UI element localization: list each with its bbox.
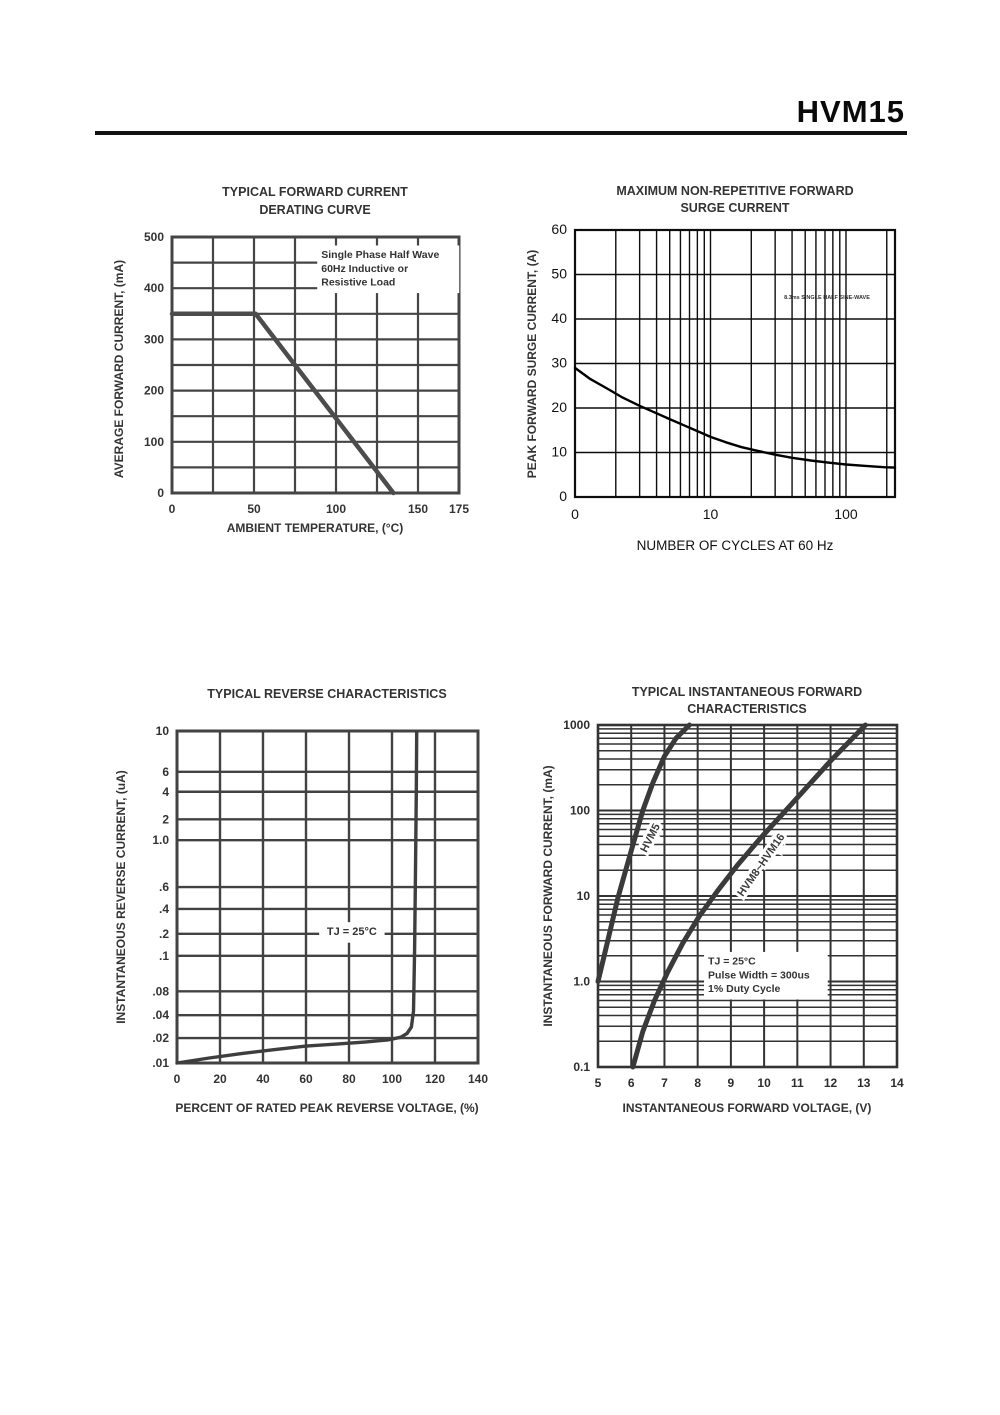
svg-text:.04: .04 (152, 1008, 169, 1023)
x-axis-label: NUMBER OF CYCLES AT 60 Hz (636, 538, 834, 553)
chart-title-line2: SURGE CURRENT (680, 201, 790, 215)
svg-text:5: 5 (594, 1076, 602, 1090)
svg-text:1% Duty Cycle: 1% Duty Cycle (708, 983, 781, 996)
chart-title-line1: MAXIMUM NON-REPETITIVE FORWARD (616, 184, 854, 198)
svg-text:20: 20 (551, 399, 567, 415)
svg-text:10: 10 (757, 1076, 771, 1090)
svg-text:500: 500 (143, 230, 164, 244)
svg-text:20: 20 (213, 1072, 227, 1086)
svg-text:60: 60 (551, 221, 567, 237)
svg-text:Resistive Load: Resistive Load (321, 276, 396, 289)
svg-text:400: 400 (143, 281, 164, 296)
y-axis-label: INSTANTANEOUS FORWARD CURRENT, (mA) (541, 765, 555, 1027)
svg-text:50: 50 (247, 502, 261, 516)
svg-text:HVM5: HVM5 (638, 821, 663, 855)
svg-text:200: 200 (143, 383, 164, 398)
svg-text:0: 0 (571, 506, 579, 522)
svg-text:140: 140 (467, 1072, 489, 1086)
svg-text:40: 40 (551, 310, 567, 326)
svg-text:13: 13 (857, 1076, 871, 1090)
plot-area (551, 221, 895, 522)
svg-text:0: 0 (157, 486, 164, 500)
svg-text:TJ = 25°C: TJ = 25°C (326, 926, 377, 939)
svg-text:100: 100 (325, 502, 347, 516)
svg-text:60: 60 (299, 1072, 313, 1086)
svg-text:0.1: 0.1 (573, 1060, 590, 1074)
svg-text:6: 6 (627, 1076, 635, 1090)
svg-text:80: 80 (342, 1072, 356, 1086)
svg-text:.1: .1 (158, 948, 169, 963)
svg-text:Pulse Width = 300us: Pulse Width = 300us (708, 969, 810, 982)
svg-text:0: 0 (173, 1072, 181, 1086)
svg-text:0: 0 (559, 488, 567, 504)
svg-text:6: 6 (162, 764, 169, 779)
plot-area (563, 718, 904, 1090)
svg-text:40: 40 (256, 1072, 270, 1086)
x-axis-label: INSTANTANEOUS FORWARD VOLTAGE, (V) (622, 1101, 872, 1115)
svg-text:2: 2 (162, 812, 169, 827)
reverse-characteristics-chart (95, 675, 525, 1140)
svg-text:60Hz Inductive or: 60Hz Inductive or (321, 262, 409, 275)
svg-text:50: 50 (551, 265, 567, 282)
svg-text:30: 30 (551, 354, 567, 371)
y-axis-label: INSTANTANEOUS REVERSE CURRENT, (uA) (114, 770, 128, 1024)
svg-text:9: 9 (727, 1076, 735, 1090)
chart-title-line2: CHARACTERISTICS (687, 702, 807, 716)
svg-text:12: 12 (823, 1076, 838, 1090)
svg-text:.6: .6 (158, 880, 169, 895)
svg-text:7: 7 (661, 1076, 668, 1090)
page-title: HVM15 (796, 94, 905, 129)
svg-text:TJ = 25°C: TJ = 25°C (708, 955, 756, 968)
svg-text:10: 10 (155, 724, 169, 738)
svg-text:4: 4 (162, 784, 169, 799)
svg-text:100: 100 (381, 1072, 403, 1086)
svg-text:120: 120 (424, 1072, 446, 1086)
surge-current-chart (520, 170, 940, 570)
svg-text:8.3ms SINGLE HALF SINE-WAVE: 8.3ms SINGLE HALF SINE-WAVE (784, 294, 870, 301)
svg-text:.4: .4 (158, 901, 169, 916)
svg-text:150: 150 (407, 502, 429, 516)
svg-text:0: 0 (168, 502, 176, 516)
svg-text:11: 11 (790, 1076, 804, 1090)
svg-text:.08: .08 (152, 984, 169, 999)
y-axis-label: PEAK FORWARD SURGE CURRENT, (A) (525, 249, 539, 479)
y-axis-label: AVERAGE FORWARD CURRENT, (mA) (112, 259, 126, 479)
chart-title-line2: DERATING CURVE (259, 203, 371, 217)
svg-text:10: 10 (702, 506, 719, 522)
x-axis-label: AMBIENT TEMPERATURE, (°C) (226, 521, 404, 535)
chart-title-line1: TYPICAL REVERSE CHARACTERISTICS (207, 687, 447, 701)
x-axis-label: PERCENT OF RATED PEAK REVERSE VOLTAGE, (%) (175, 1101, 479, 1115)
svg-text:1.0: 1.0 (573, 974, 590, 989)
chart-title-line1: TYPICAL FORWARD CURRENT (222, 185, 408, 199)
svg-text:175: 175 (448, 502, 470, 516)
forward-characteristics-chart (525, 675, 955, 1135)
svg-text:10: 10 (551, 443, 567, 460)
svg-text:Single Phase Half Wave: Single Phase Half Wave (321, 248, 440, 261)
svg-text:1000: 1000 (563, 718, 590, 732)
svg-text:100: 100 (569, 803, 590, 818)
svg-text:14: 14 (890, 1076, 904, 1090)
svg-text:300: 300 (143, 332, 164, 347)
svg-text:100: 100 (143, 434, 164, 449)
plot-area (152, 724, 488, 1086)
header-rule (95, 131, 907, 135)
svg-text:100: 100 (834, 506, 858, 522)
chart-title-line1: TYPICAL INSTANTANEOUS FORWARD (631, 685, 863, 699)
svg-text:.02: .02 (152, 1031, 169, 1046)
plot-area (144, 230, 469, 516)
svg-text:HVM8~HVM16: HVM8~HVM16 (735, 831, 788, 899)
svg-text:1.0: 1.0 (152, 833, 169, 848)
derating-curve-chart (95, 170, 510, 560)
svg-text:8: 8 (694, 1076, 702, 1090)
svg-text:.2: .2 (158, 926, 169, 941)
svg-text:10: 10 (576, 889, 590, 903)
svg-text:.01: .01 (152, 1056, 169, 1070)
